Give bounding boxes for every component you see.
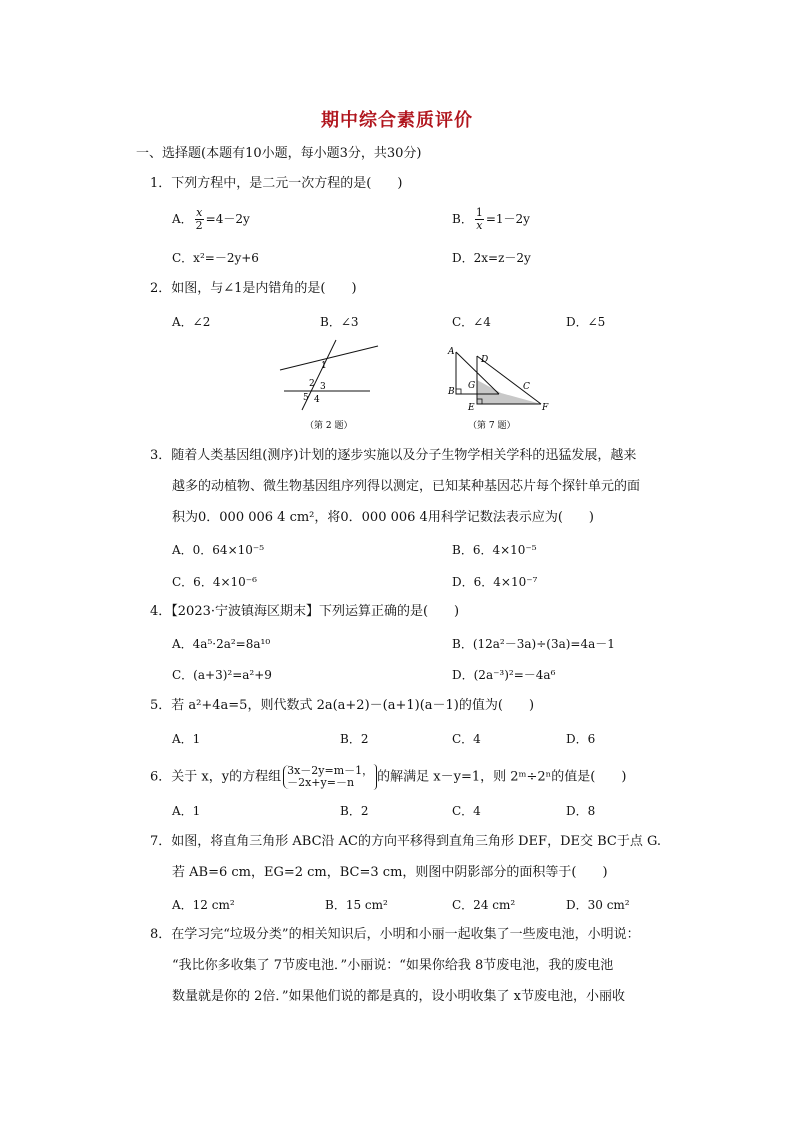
question-2-option-b: B．∠3 — [320, 315, 359, 329]
question-2-option-c: C．∠4 — [452, 315, 491, 329]
figure-2-label-5: 5 — [303, 393, 309, 403]
question-4-option-c: C．(a+3)²=a²+9 — [172, 668, 272, 682]
figure-7-label-g: G — [468, 381, 476, 391]
figure-7-label-a: A — [448, 347, 455, 357]
figure-7-shaded-region — [477, 380, 541, 404]
fraction-denominator: x — [476, 219, 483, 232]
question-8-line-1: 8．在学习完“垃圾分类”的相关知识后，小明和小丽一起收集了一些废电池，小明说： — [150, 927, 640, 942]
question-8-line-3: 数量就是你的 2倍．”如果他们说的都是真的，设小明收集了 x节废电池，小丽收 — [172, 989, 626, 1004]
question-7-option-c: C．24 cm² — [452, 898, 516, 912]
option-text: =4－2y — [205, 212, 250, 226]
question-6-pre: 6．关于 x，y的方程组 — [150, 769, 282, 785]
question-3-line-1: 3．随着人类基因组(测序)计划的逐步实施以及分子生物学相关学科的迅猛发展，越来 — [150, 448, 637, 463]
figure-2-label-1: 1 — [321, 361, 327, 371]
question-1-option-d: D．2x=z－2y — [452, 251, 531, 265]
figure-7-label-e: E — [468, 403, 475, 413]
question-7-line-2: 若 AB=6 cm，EG=2 cm，BC=3 cm，则图中阴影部分的面积等于( ) — [172, 865, 608, 880]
question-5-stem: 5．若 a²+4a=5，则代数式 2a(a+2)－(a+1)(a－1)的值为( ) — [150, 698, 535, 713]
question-3-line-3: 积为0．000 006 4 cm²，将0．000 006 4用科学记数法表示应为( ) — [172, 510, 594, 525]
option-label: A． — [172, 212, 193, 226]
question-4-option-a: A．4a⁵·2a²=8a¹⁰ — [172, 637, 271, 651]
fraction-numerator: x — [196, 206, 203, 219]
question-3-option-c: C．6．4×10⁻⁶ — [172, 575, 257, 589]
question-4-option-b: B．(12a²－3a)÷(3a)=4a－1 — [452, 637, 615, 651]
question-5-option-b: B．2 — [340, 732, 369, 746]
question-7-option-a: A．12 cm² — [172, 898, 235, 912]
question-5-option-d: D．6 — [566, 732, 596, 746]
question-3-option-b: B．6．4×10⁻⁵ — [452, 543, 537, 557]
figure-2-label-3: 3 — [320, 382, 326, 392]
question-6-post: 的解满足 x－y=1，则 2ᵐ÷2ⁿ的值是( ) — [377, 769, 627, 785]
figure-7-label-b: B — [448, 387, 455, 397]
question-1-option-c: C．x²=－2y+6 — [172, 251, 259, 265]
option-text: =1－2y — [485, 212, 530, 226]
fraction — [195, 207, 204, 232]
figure-7-label-c: C — [523, 382, 530, 392]
figure-7-right-angle-b — [456, 389, 461, 394]
question-2-option-d: D．∠5 — [566, 315, 606, 329]
equation-system — [283, 765, 373, 789]
question-2-option-a: A．∠2 — [172, 315, 211, 329]
figure-7-label-f: F — [542, 403, 549, 413]
question-8-line-2: “我比你多收集了 7节废电池．”小丽说：“如果你给我 8节废电池，我的废电池 — [172, 958, 614, 973]
question-2-stem: 2．如图，与∠1是内错角的是( ) — [150, 281, 357, 296]
figure-2-label-2: 2 — [309, 379, 315, 389]
figure-2 — [276, 338, 386, 434]
question-3-option-a: A．0．64×10⁻⁵ — [172, 543, 265, 557]
question-6-option-b: B．2 — [340, 804, 369, 818]
fraction-denominator: 2 — [195, 219, 203, 232]
page-title: 期中综合素质评价 — [321, 110, 473, 131]
fraction-numerator: 1 — [475, 206, 483, 219]
question-1-option-b — [452, 207, 530, 232]
question-7-option-b: B．15 cm² — [325, 898, 388, 912]
question-4-option-d: D．(2a⁻³)²=－4a⁶ — [452, 668, 556, 682]
question-6-option-c: C．4 — [452, 804, 481, 818]
figure-7-caption: （第 7 题） — [468, 421, 516, 431]
question-1-option-a — [172, 207, 250, 232]
question-3-option-d: D．6．4×10⁻⁷ — [452, 575, 538, 589]
question-6-option-d: D．8 — [566, 804, 596, 818]
question-5-option-a: A．1 — [172, 732, 201, 746]
question-4-stem: 4．【2023·宁波镇海区期末】下列运算正确的是( ) — [150, 604, 460, 619]
figure-7-label-d: D — [481, 355, 489, 365]
question-3-line-2: 越多的动植物、微生物基因组序列得以测定，已知某种基因芯片每个探针单元的面 — [172, 479, 641, 494]
figure-2-label-4: 4 — [314, 395, 320, 405]
figure-7 — [444, 338, 556, 434]
section-heading: 一、选择题(本题有10小题，每小题3分，共30分) — [136, 146, 422, 161]
fraction — [475, 207, 484, 232]
equation-1: 3x－2y=m－1， — [287, 764, 374, 777]
question-1-stem: 1．下列方程中，是二元一次方程的是( ) — [150, 176, 403, 191]
equation-2: －2x+y=－n — [287, 776, 355, 789]
question-7-line-1: 7．如图，将直角三角形 ABC沿 AC的方向平移得到直角三角形 DEF，DE交 BC于点 G. — [150, 834, 662, 849]
question-7-option-d: D．30 cm² — [566, 898, 630, 912]
figure-2-line-upper — [280, 346, 378, 370]
question-5-option-c: C．4 — [452, 732, 481, 746]
option-label: B． — [452, 212, 473, 226]
question-6-option-a: A．1 — [172, 804, 201, 818]
figure-2-caption: （第 2 题） — [305, 421, 353, 431]
question-6-stem — [150, 764, 626, 790]
